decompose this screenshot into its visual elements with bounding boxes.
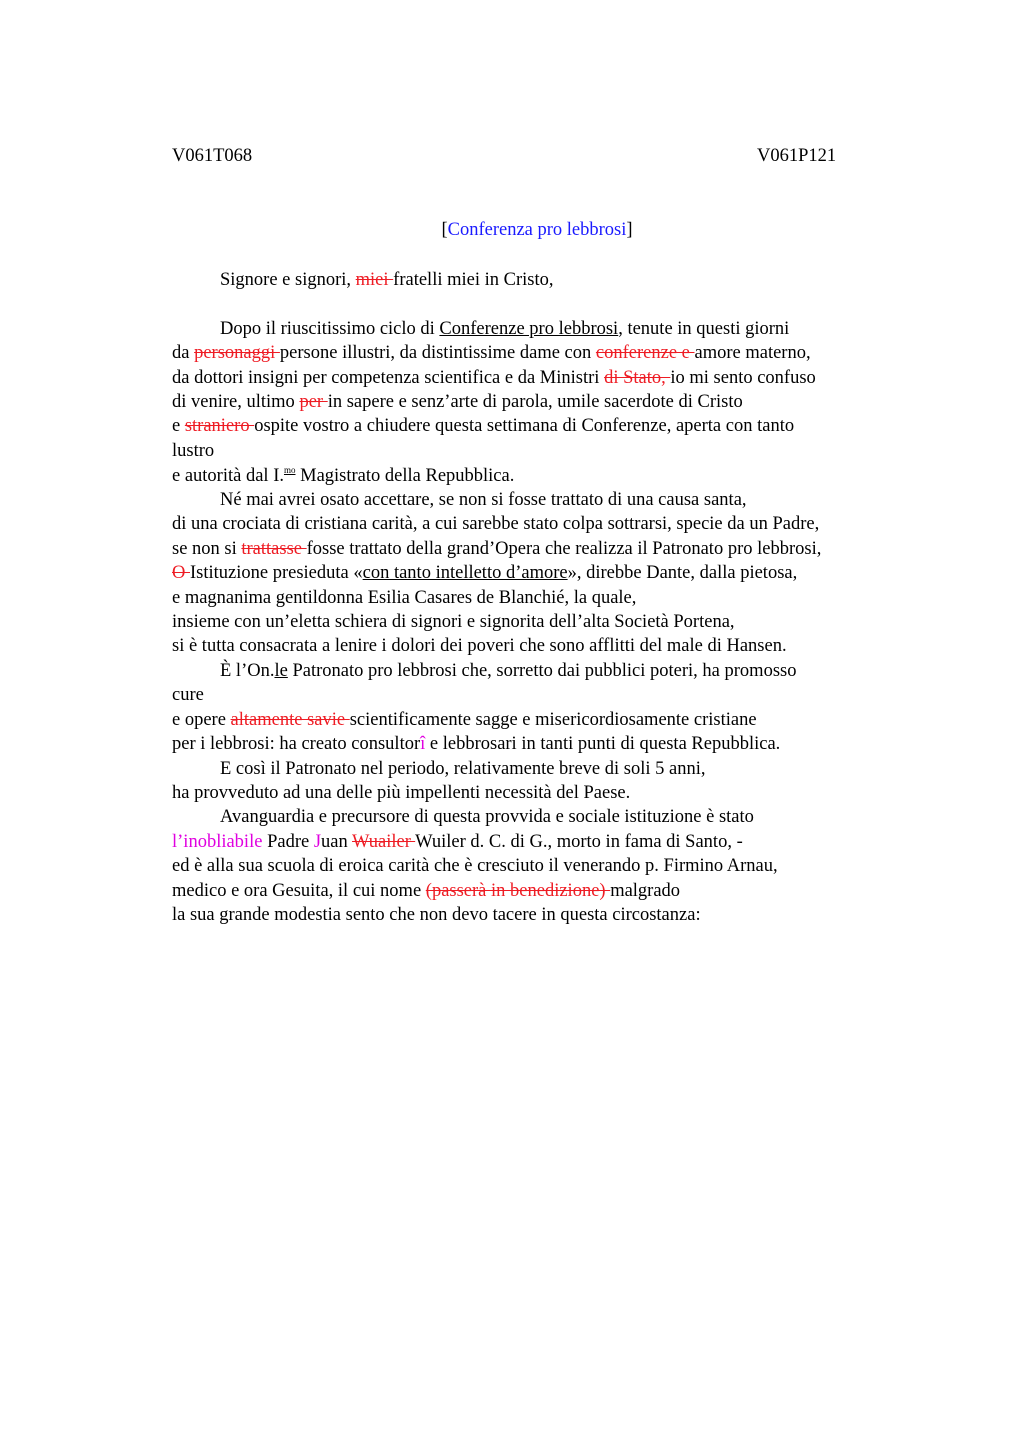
text-run: Wuiler d. C. di G., morto in fama di Santo, - bbox=[415, 832, 743, 852]
text-run: e bbox=[172, 416, 185, 436]
text-line-6 bbox=[172, 416, 794, 437]
text-run: ospite vostro a chiudere questa settimana di Conferenze, aperta con tanto bbox=[254, 416, 795, 436]
deleted-text: trattasse bbox=[241, 539, 307, 559]
text-run: Istituzione presieduta « bbox=[190, 563, 363, 583]
text-run: di una crociata di cristiana carità, a cui sarebbe stato colpa sottrarsi, specie da un Padre, bbox=[172, 514, 820, 534]
text-line-16 bbox=[220, 661, 796, 682]
header-right-code: V061P121 bbox=[757, 146, 837, 166]
document-title bbox=[0, 220, 1024, 241]
text-line-23 bbox=[172, 832, 743, 853]
text-line-14 bbox=[172, 612, 735, 633]
text-run: la sua grande modestia sento che non devo tacere in questa circostanza: bbox=[172, 905, 701, 925]
header-left-code: V061T068 bbox=[172, 146, 253, 166]
text-run: se non si bbox=[172, 539, 242, 559]
text-line-10 bbox=[172, 514, 819, 535]
text-run: medico e ora Gesuita, il cui nome bbox=[172, 881, 426, 901]
deleted-text: miei bbox=[355, 270, 394, 290]
text-run: si è tutta consacrata a lenire i dolori dei poveri che sono afflitti del male di Hansen. bbox=[172, 636, 787, 656]
text-run: e opere bbox=[172, 710, 231, 730]
text-run: e lebbrosari in tanti punti di questa Repubblica. bbox=[425, 734, 781, 754]
text-run: e magnanima gentildonna Esilia Casares de Blanchié, la quale, bbox=[172, 588, 637, 608]
text-line-25 bbox=[172, 881, 680, 902]
text-line-17 bbox=[172, 685, 204, 706]
title-open-bracket: [ bbox=[441, 220, 448, 240]
text-run: ha provveduto ad una delle più impellenti necessità del Paese. bbox=[172, 783, 631, 803]
underlined-text: con tanto intelletto d’amore bbox=[362, 563, 568, 583]
text-line-12 bbox=[172, 563, 797, 584]
text-run: malgrado bbox=[610, 881, 681, 901]
text-line-3 bbox=[172, 343, 811, 364]
underlined-text: Conferenze pro lebbrosi bbox=[439, 319, 619, 339]
text-run: ed è alla sua scuola di eroica carità che è cresciuto il venerando p. Firmino Arnau, bbox=[172, 856, 778, 876]
text-run: amore materno, bbox=[694, 343, 811, 363]
deleted-text: O bbox=[172, 563, 190, 583]
superscript-abbrev: mo bbox=[283, 465, 296, 475]
text-run: Magistrato della Repubblica. bbox=[295, 466, 515, 486]
text-run: Signore e signori, bbox=[220, 270, 356, 290]
text-run: da bbox=[172, 343, 195, 363]
text-line-9 bbox=[220, 490, 747, 511]
text-line-22 bbox=[220, 807, 754, 828]
text-line-21 bbox=[172, 783, 630, 804]
text-line-26 bbox=[172, 905, 701, 926]
text-run: E così il Patronato nel periodo, relativamente breve di soli 5 anni, bbox=[220, 759, 706, 779]
text-run: scientificamente sagge e misericordiosamente cristiane bbox=[349, 710, 757, 730]
text-run: cure bbox=[172, 685, 204, 705]
deleted-text: di Stato, bbox=[604, 368, 671, 388]
text-run: Patronato pro lebbrosi che, sorretto dai pubblici poteri, ha promosso bbox=[287, 661, 797, 681]
text-line-4 bbox=[172, 368, 816, 389]
text-line-13 bbox=[172, 588, 636, 609]
text-run: lustro bbox=[172, 441, 215, 461]
text-run: », direbbe Dante, dalla pietosa, bbox=[567, 563, 798, 583]
text-run: Avanguardia e precursore di questa provvida e sociale istituzione è stato bbox=[220, 807, 754, 827]
text-line-15 bbox=[172, 636, 787, 657]
text-run: da dottori insigni per competenza scientifica e da Ministri bbox=[172, 368, 605, 388]
text-run: persone illustri, da distintissime dame con bbox=[279, 343, 596, 363]
deleted-text: (passerà in benedizione) bbox=[425, 881, 611, 901]
text-run: , tenute in questi giorni bbox=[618, 319, 790, 339]
inserted-text: l’inobliabile bbox=[172, 832, 263, 852]
text-line-2 bbox=[220, 319, 789, 340]
title-text: Conferenza pro lebbrosi bbox=[447, 220, 627, 240]
text-run: È l’On. bbox=[220, 661, 275, 681]
text-run: in sapere e senz’arte di parola, umile sacerdote di Cristo bbox=[327, 392, 743, 412]
text-line-5 bbox=[172, 392, 743, 413]
inserted-text: J bbox=[313, 832, 322, 852]
text-line-8 bbox=[172, 465, 514, 487]
text-run: Padre bbox=[262, 832, 314, 852]
text-line-1 bbox=[220, 270, 553, 291]
text-run: Né mai avrei osato accettare, se non si fosse trattato di una causa santa, bbox=[220, 490, 747, 510]
text-run: uan bbox=[321, 832, 353, 852]
text-run: e autorità dal I. bbox=[172, 466, 284, 486]
text-line-24 bbox=[172, 856, 778, 877]
text-line-20 bbox=[220, 759, 706, 780]
text-run: fratelli miei in Cristo, bbox=[393, 270, 554, 290]
text-run: di venire, ultimo bbox=[172, 392, 300, 412]
deleted-text: Wuailer bbox=[352, 832, 416, 852]
text-line-7 bbox=[172, 441, 214, 462]
text-line-18 bbox=[172, 710, 757, 731]
deleted-text: per bbox=[299, 392, 328, 412]
deleted-text: straniero bbox=[184, 416, 255, 436]
deleted-text: conferenze e bbox=[595, 343, 695, 363]
underlined-text: le bbox=[274, 661, 288, 681]
deleted-text: personaggi bbox=[194, 343, 280, 363]
text-run: fosse trattato della grand’Opera che realizza il Patronato pro lebbrosi, bbox=[306, 539, 822, 559]
deleted-text: altamente savie bbox=[230, 710, 350, 730]
text-line-11 bbox=[172, 539, 821, 560]
inserted-text: î bbox=[420, 734, 426, 754]
text-run: per i lebbrosi: ha creato consultor bbox=[172, 734, 421, 754]
text-line-19 bbox=[172, 734, 780, 755]
title-close-bracket: ] bbox=[626, 220, 633, 240]
text-run: io mi sento confuso bbox=[670, 368, 816, 388]
text-run: Dopo il riuscitissimo ciclo di bbox=[220, 319, 440, 339]
text-run: insieme con un’eletta schiera di signori e signorita dell’alta Società Portena, bbox=[172, 612, 735, 632]
